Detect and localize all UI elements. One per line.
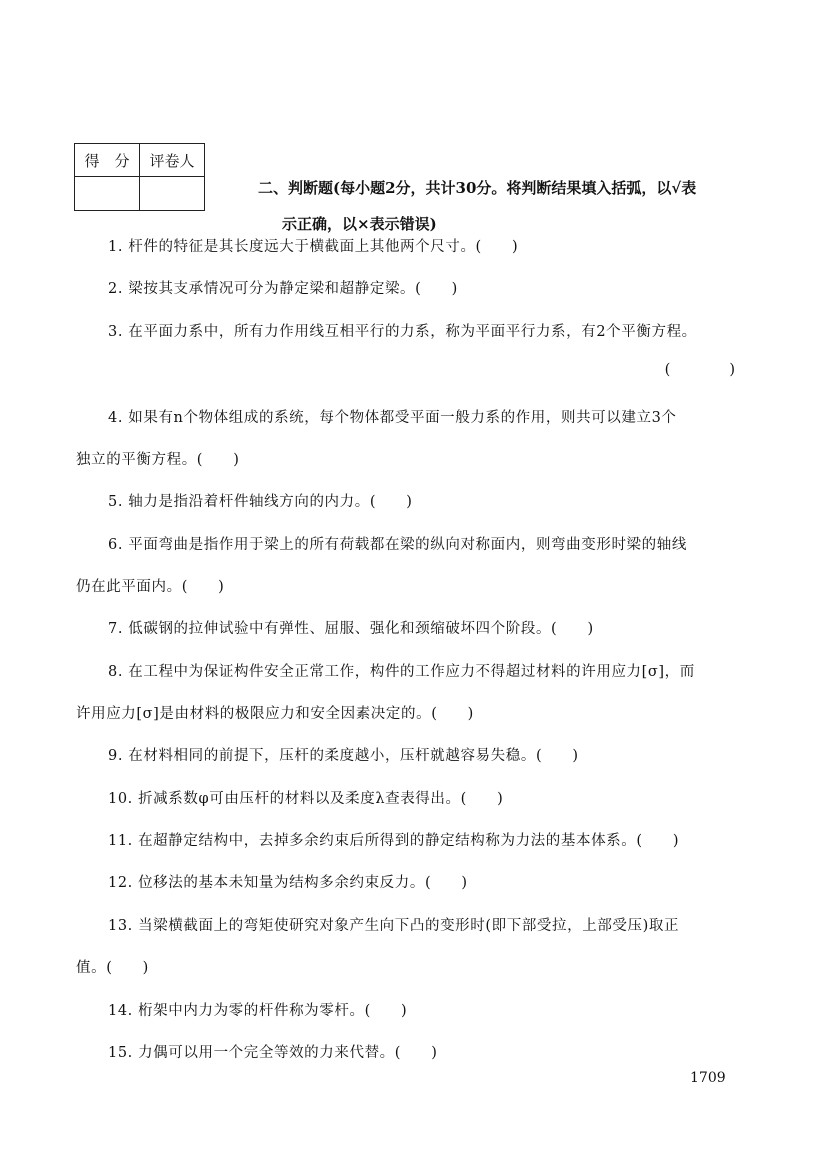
score-table bbox=[74, 143, 205, 211]
page-number: 1709 bbox=[690, 1070, 726, 1086]
score-cell[interactable] bbox=[75, 177, 140, 211]
question-10: 10. 折减系数φ可由压杆的材料以及柔度λ查表得出。( ) bbox=[108, 791, 504, 807]
question-6: 6. 平面弯曲是指作用于梁上的所有荷载都在梁的纵向对称面内，则弯曲变形时梁的轴线 仍在此平面内。( ) bbox=[76, 537, 687, 595]
question-12: 12. 位移法的基本未知量为结构多余约束反力。( ) bbox=[108, 875, 468, 891]
question-2: 2. 梁按其支承情况可分为静定梁和超静定梁。( ) bbox=[108, 281, 458, 297]
question-1: 1. 杆件的特征是其长度远大于横截面上其他两个尺寸。( ) bbox=[108, 239, 519, 255]
section-title: 二、判断题(每小题2分，共计30分。将判断结果填入括弧，以√表 示正确，以×表示错误) bbox=[258, 179, 697, 233]
score-label: 得 分 bbox=[75, 144, 140, 177]
question-15: 15. 力偶可以用一个完全等效的力来代替。( ) bbox=[108, 1045, 438, 1061]
question-7: 7. 低碳钢的拉伸试验中有弹性、屈服、强化和颈缩破坏四个阶段。( ) bbox=[108, 621, 594, 637]
grader-label: 评卷人 bbox=[140, 144, 205, 177]
question-3: 3. 在平面力系中，所有力作用线互相平行的力系，称为平面平行力系，有2个平衡方程。 bbox=[108, 324, 697, 340]
question-9: 9. 在材料相同的前提下，压杆的柔度越小，压杆就越容易失稳。( ) bbox=[108, 748, 579, 764]
question-5: 5. 轴力是指沿着杆件轴线方向的内力。( ) bbox=[108, 494, 413, 510]
question-14: 14. 桁架中内力为零的杆件称为零杆。( ) bbox=[108, 1003, 408, 1019]
question-13: 13. 当梁横截面上的弯矩使研究对象产生向下凸的变形时(即下部受拉，上部受压)取正 值。( ) bbox=[76, 918, 680, 976]
question-11: 11. 在超静定结构中，去掉多余约束后所得到的静定结构称为力法的基本体系。( ) bbox=[108, 833, 680, 849]
question-3-answer-bracket[interactable]: ( ) bbox=[664, 362, 745, 378]
question-8: 8. 在工程中为保证构件安全正常工作，构件的工作应力不得超过材料的许用应力[σ]，而 许用应力[σ]是由材料的极限应力和安全因素决定的。( ) bbox=[76, 664, 695, 722]
question-4: 4. 如果有n个物体组成的系统，每个物体都受平面一般力系的作用，则共可以建立3个 独立的平衡方程。( ) bbox=[76, 410, 677, 468]
grader-cell[interactable] bbox=[140, 177, 205, 211]
